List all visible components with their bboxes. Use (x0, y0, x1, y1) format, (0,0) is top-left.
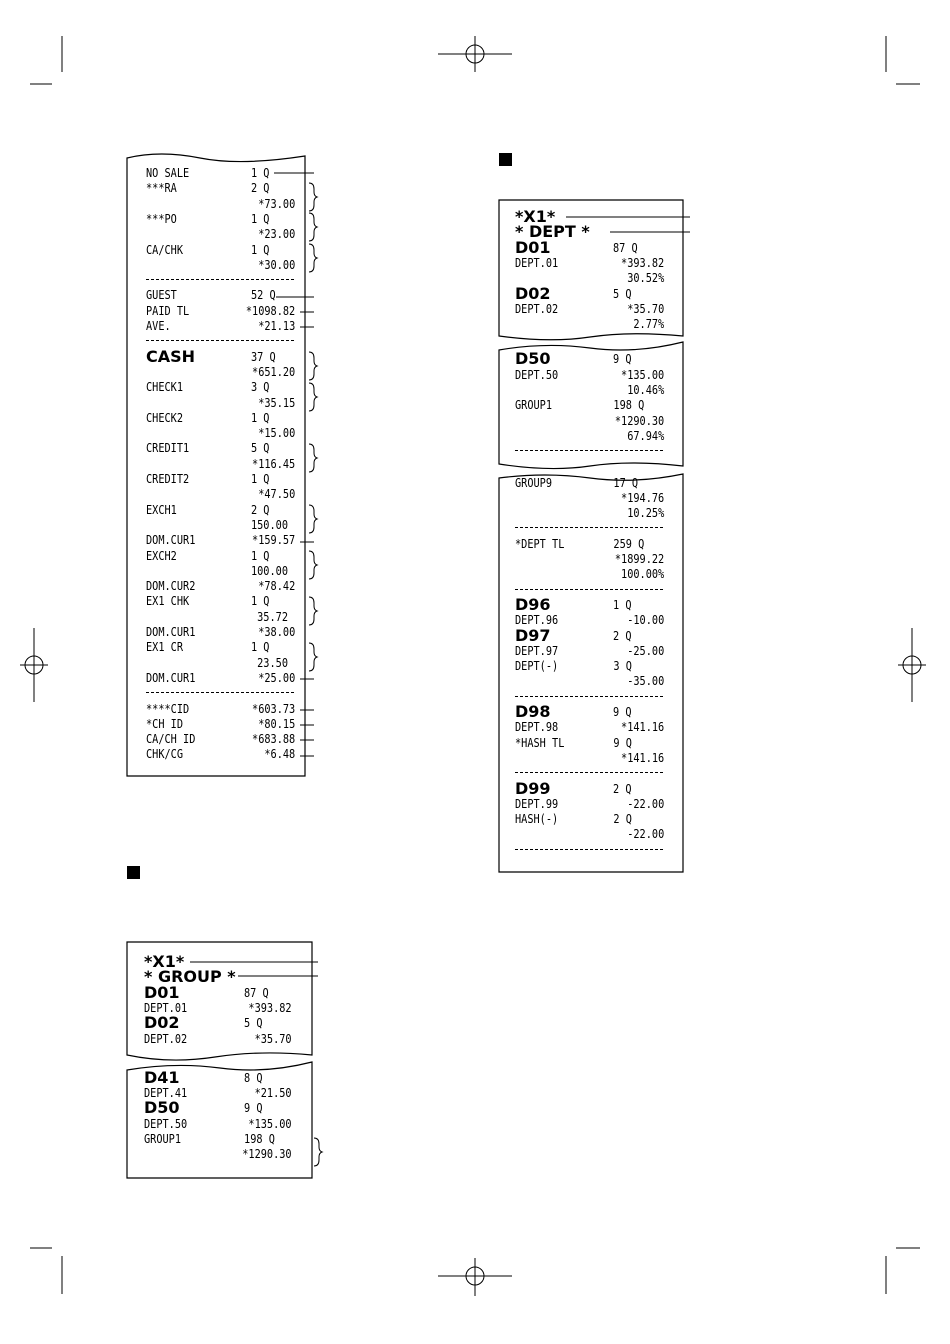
receipt-line (146, 516, 288, 533)
line-quantity: 1 Q (613, 596, 632, 612)
line-label: NO SALE (146, 165, 190, 180)
line-amount: *35.70 (254, 1030, 292, 1046)
line-label: CHK/CG (146, 746, 184, 762)
line-amount: *23.00 (258, 226, 296, 242)
receipt-line (146, 363, 296, 380)
line-amount: *393.82 (621, 254, 665, 270)
receipt-line (146, 746, 296, 762)
line-label: D99 (515, 778, 551, 798)
receipt-line (515, 475, 641, 491)
line-label: DEPT.98 (515, 719, 559, 735)
receipt-line (515, 351, 669, 367)
line-label: ****CID (146, 700, 190, 716)
line-quantity: 2 Q (250, 180, 270, 196)
receipt-line (146, 318, 296, 334)
line-amount: 100.00% (621, 566, 665, 582)
line-label: *X1* (144, 952, 185, 971)
line-quantity: 2 Q (613, 627, 632, 643)
receipt-line (515, 382, 665, 398)
receipt-line (146, 346, 300, 366)
receipt-line (515, 704, 669, 720)
line-label: *X1* (515, 207, 556, 226)
line-quantity: 1 Q (250, 241, 270, 257)
line-quantity: 1 Q (250, 409, 270, 425)
line-label: DEPT.50 (144, 1115, 188, 1131)
receipt-line (146, 180, 272, 196)
receipt-line (515, 795, 665, 812)
line-label: GUEST (146, 287, 177, 303)
separator (146, 692, 294, 693)
line-amount: *1290.30 (614, 412, 665, 428)
receipt-line (515, 300, 665, 317)
receipt-line (146, 486, 296, 502)
line-label: D50 (144, 1098, 180, 1118)
line-amount: *6.48 (264, 746, 296, 762)
receipt-line (146, 608, 288, 625)
separator (146, 340, 294, 341)
line-label: HASH(-) (515, 811, 559, 827)
line-label: ***RA (146, 180, 177, 196)
receipt-line (515, 719, 665, 735)
line-label: DEPT.97 (515, 642, 559, 658)
receipt-line (515, 283, 669, 303)
section-marker-group (127, 866, 140, 879)
line-amount: *116.45 (252, 455, 296, 471)
line-amount: *80.15 (258, 715, 296, 731)
line-label: ***PO (146, 210, 177, 226)
line-label: D02 (515, 283, 551, 303)
receipt-line (515, 551, 665, 567)
section-marker-dept (499, 153, 512, 166)
line-quantity: 9 Q (244, 1100, 263, 1116)
line-quantity: 198 Q (613, 397, 645, 413)
line-label: EXCH1 (146, 501, 177, 517)
receipt-line (515, 811, 641, 827)
line-label: DEPT.96 (515, 612, 559, 628)
receipt-line (146, 654, 288, 671)
line-amount: *1290.30 (242, 1146, 292, 1162)
separator (515, 696, 663, 697)
separator (515, 527, 663, 528)
receipt-line (144, 1131, 275, 1147)
line-quantity: 1 Q (250, 639, 270, 655)
receipt-line (146, 548, 272, 564)
line-label: DOM.CUR1 (146, 532, 196, 548)
line-label: D01 (144, 982, 180, 1002)
line-quantity: 1 Q (250, 165, 270, 180)
receipt-line (515, 397, 645, 413)
line-amount: -35.00 (627, 673, 665, 689)
line-label: *CH ID (146, 715, 184, 731)
line-amount: *15.00 (258, 425, 296, 441)
receipt-line (146, 226, 296, 242)
receipt-line (515, 594, 669, 614)
line-label: *HASH TL (515, 734, 565, 750)
line-foreign-amount: 150.00 (250, 516, 288, 532)
line-quantity: 3 Q (613, 658, 632, 674)
receipt-line (146, 669, 296, 686)
line-label: D50 (515, 349, 551, 369)
line-quantity: 5 Q (244, 1015, 263, 1031)
receipt-line (144, 1067, 298, 1087)
separator (515, 450, 663, 451)
line-label: CASH (146, 346, 196, 366)
line-amount: *141.16 (621, 719, 665, 735)
line-label: * GROUP * (144, 967, 236, 987)
line-label: CHECK1 (146, 379, 184, 395)
line-label: DEPT.50 (515, 366, 559, 382)
receipt-line (515, 366, 665, 383)
receipt-line (146, 715, 296, 732)
receipt-line (146, 410, 272, 426)
receipt-line (146, 394, 296, 411)
line-quantity: 87 Q (244, 984, 269, 1000)
receipt-line (146, 562, 288, 579)
line-amount: *683.88 (252, 731, 296, 747)
line-quantity: 3 Q (250, 379, 270, 395)
receipt-line (146, 302, 296, 319)
separator (515, 589, 663, 590)
receipt-line (515, 673, 665, 689)
receipt-line (515, 778, 669, 798)
receipt-line (515, 642, 665, 659)
receipt-line (515, 254, 665, 271)
line-label: EX1 CR (146, 639, 184, 655)
receipt-line (146, 639, 272, 655)
line-quantity: 9 Q (613, 704, 632, 719)
line-amount: -25.00 (627, 642, 665, 658)
line-label: *DEPT TL (515, 535, 565, 551)
line-quantity: 87 Q (613, 239, 639, 255)
line-amount: 67.94% (627, 427, 665, 443)
receipt-line (146, 731, 296, 747)
line-quantity: 2 Q (613, 780, 632, 796)
line-label: DEPT.02 (515, 300, 559, 316)
receipt-line (146, 287, 276, 303)
line-quantity: 1 Q (250, 210, 270, 226)
line-label: DOM.CUR1 (146, 669, 196, 685)
receipt-line (515, 505, 665, 521)
receipt-line (146, 578, 296, 594)
line-label: CA/CHK (146, 241, 184, 257)
line-label: AVE. (146, 318, 171, 333)
receipt-line (515, 625, 669, 645)
line-amount: -22.00 (627, 826, 665, 842)
receipt-line (144, 1030, 292, 1047)
line-quantity: 17 Q (613, 474, 639, 490)
receipt-line (144, 1015, 298, 1031)
line-label: DEPT.02 (144, 1030, 188, 1046)
receipt-line (515, 826, 665, 842)
line-amount: 10.25% (627, 505, 665, 521)
line-quantity: 259 Q (613, 535, 645, 551)
line-amount: *78.42 (258, 578, 296, 594)
line-label: GROUP1 (515, 397, 553, 413)
line-label: D98 (515, 702, 551, 721)
receipt-line (515, 749, 665, 766)
line-label: DEPT(-) (515, 658, 559, 674)
line-amount: *141.16 (621, 749, 665, 765)
line-quantity: 8 Q (244, 1069, 263, 1085)
line-amount: 10.46% (627, 382, 665, 397)
line-label: DOM.CUR2 (146, 578, 196, 594)
line-amount: 30.52% (627, 270, 665, 286)
line-quantity: 2 Q (250, 501, 270, 517)
separator (515, 849, 663, 850)
line-quantity: 37 Q (250, 348, 276, 364)
line-quantity: 1 Q (250, 593, 270, 609)
separator (146, 279, 294, 280)
line-amount: *30.00 (258, 256, 296, 272)
line-label: DEPT.99 (515, 795, 559, 811)
line-label: * DEPT * (515, 222, 590, 242)
line-foreign-amount: 100.00 (250, 562, 288, 578)
receipt-line (146, 195, 296, 212)
line-label: DEPT.41 (144, 1085, 188, 1101)
line-quantity: 198 Q (244, 1131, 275, 1146)
line-amount: -22.00 (627, 795, 665, 811)
line-quantity: 5 Q (250, 440, 270, 456)
line-amount: *1098.82 (245, 302, 296, 318)
line-amount: *35.70 (627, 300, 665, 316)
line-label: D41 (144, 1067, 180, 1087)
separator (515, 772, 663, 773)
receipt-line (515, 427, 665, 444)
line-label: CA/CH ID (146, 731, 196, 747)
receipt-line (515, 316, 665, 332)
line-label: PAID TL (146, 302, 190, 318)
receipt-line (146, 455, 296, 472)
line-quantity: 52 Q (250, 287, 276, 303)
receipt-line (146, 256, 296, 273)
receipt-line (146, 532, 296, 548)
line-label: D97 (515, 625, 551, 645)
receipt-line (144, 1115, 292, 1132)
line-label: CHECK2 (146, 409, 184, 425)
line-amount: *73.00 (258, 195, 296, 211)
line-amount: *651.20 (252, 363, 296, 379)
line-amount: *135.00 (621, 366, 665, 382)
receipt-line (146, 211, 272, 227)
receipt-line (515, 412, 665, 429)
receipt-line (146, 440, 272, 456)
line-label: D96 (515, 594, 551, 614)
line-label: D01 (515, 237, 551, 257)
line-quantity: 9 Q (613, 734, 632, 750)
line-amount: *47.50 (258, 486, 296, 502)
receipt-line (146, 379, 272, 395)
receipt-line (146, 242, 272, 258)
line-amount: *21.50 (254, 1085, 292, 1101)
line-amount: *194.76 (621, 489, 665, 505)
line-amount: 2.77% (633, 316, 665, 332)
line-amount: *38.00 (258, 624, 296, 639)
line-quantity: 1 Q (250, 547, 270, 563)
line-amount: *21.13 (258, 318, 296, 333)
line-label: GROUP1 (144, 1131, 182, 1146)
line-foreign-amount: 35.72 (250, 608, 288, 624)
line-quantity: 2 Q (613, 811, 632, 827)
receipt-line (515, 735, 641, 751)
receipt-line (146, 471, 272, 487)
line-amount: *159.57 (252, 532, 296, 548)
line-label: CREDIT2 (146, 471, 190, 486)
receipt-line (144, 1100, 298, 1116)
line-label: GROUP9 (515, 474, 553, 490)
receipt-line (146, 502, 272, 518)
line-quantity: 5 Q (613, 285, 632, 301)
line-amount: *393.82 (248, 999, 292, 1015)
receipt-line (146, 425, 296, 441)
receipt-line (146, 593, 272, 609)
receipt-line (146, 624, 296, 640)
line-quantity: 9 Q (613, 351, 632, 367)
line-amount: *25.00 (258, 669, 296, 685)
line-amount: *135.00 (248, 1115, 292, 1131)
line-label: EX1 CHK (146, 593, 190, 609)
receipt-line (144, 982, 298, 1002)
line-amount: -10.00 (627, 612, 665, 628)
line-amount: *603.73 (252, 700, 296, 716)
line-label: DEPT.01 (515, 254, 559, 270)
line-label: D02 (144, 1013, 180, 1033)
receipt-line (515, 566, 665, 582)
receipt-line (515, 658, 641, 674)
line-amount: *1899.22 (614, 551, 665, 566)
line-amount: *35.15 (258, 394, 296, 410)
receipt-line (146, 700, 296, 717)
receipt-line (515, 489, 665, 506)
line-label: DEPT.01 (144, 999, 188, 1015)
line-label: CREDIT1 (146, 440, 190, 456)
line-label: EXCH2 (146, 547, 177, 563)
receipt-line (515, 535, 645, 552)
line-label: DOM.CUR1 (146, 624, 196, 639)
receipt-line (144, 1146, 292, 1162)
receipt-line (515, 237, 669, 257)
receipt-line (146, 165, 272, 181)
line-quantity: 1 Q (250, 471, 270, 486)
line-foreign-amount: 23.50 (250, 654, 288, 670)
